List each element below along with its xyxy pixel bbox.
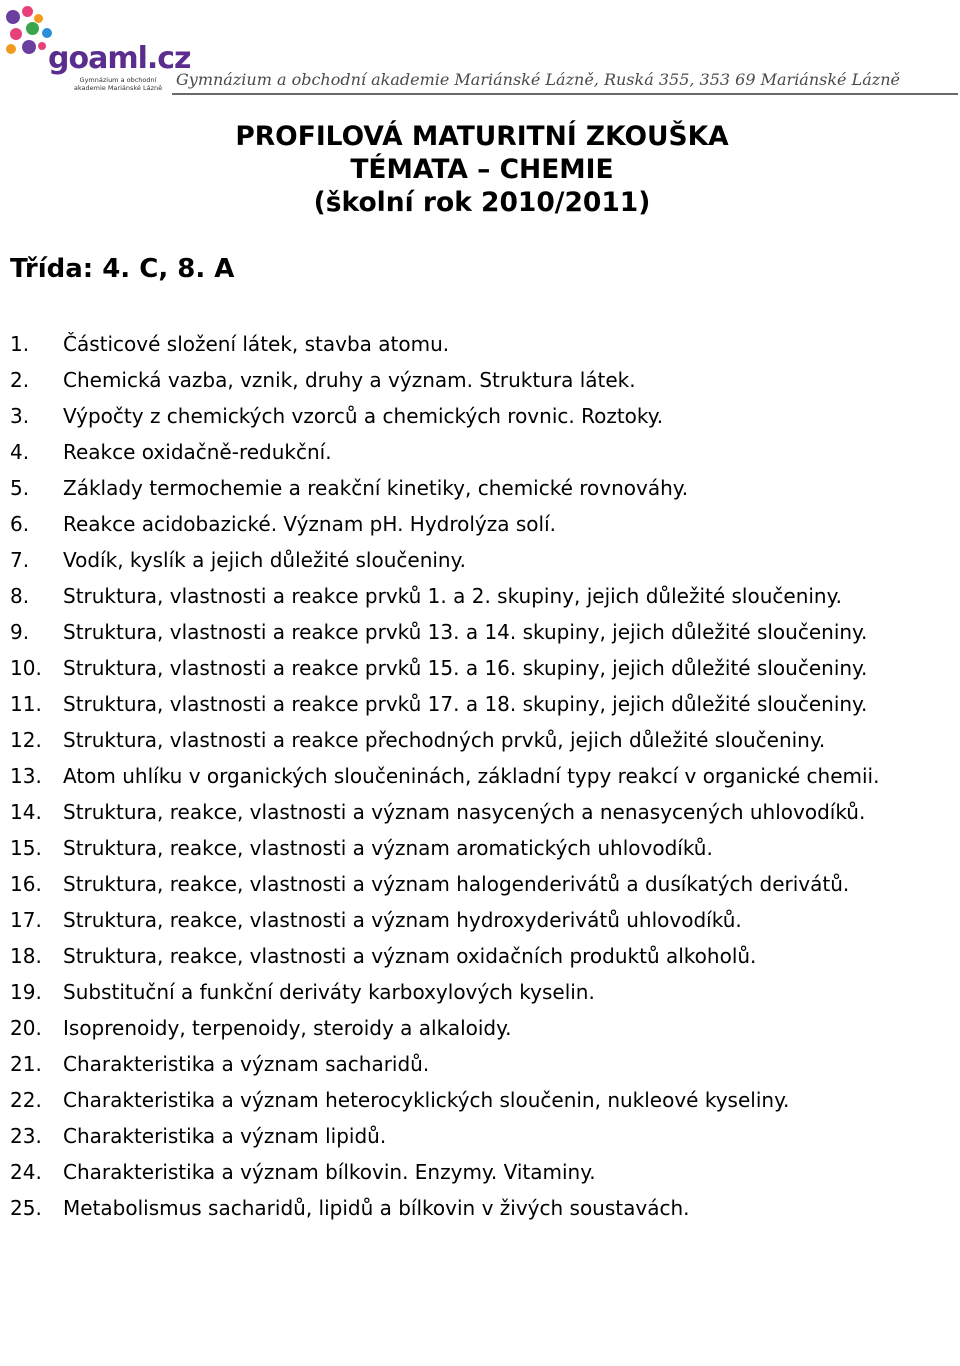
- topic-item: [10, 470, 955, 506]
- topic-item: [10, 434, 955, 470]
- topic-number: 3.: [10, 404, 30, 428]
- topic-item: [10, 1154, 955, 1190]
- topic-text: Atom uhlíku v organických sloučeninách, základní typy reakcí v organické chemii.: [63, 764, 880, 788]
- topic-number: 16.: [10, 872, 42, 896]
- topic-item: [10, 938, 955, 974]
- topic-number: 17.: [10, 908, 42, 932]
- topic-item: [10, 866, 955, 902]
- logo-wordmark: goaml.cz: [48, 41, 191, 76]
- topic-item: [10, 794, 955, 830]
- topic-item: [10, 398, 955, 434]
- topic-list: [10, 326, 955, 1226]
- topic-item: [10, 902, 955, 938]
- topic-item: [10, 758, 955, 794]
- topic-number: 21.: [10, 1052, 42, 1076]
- topic-number: 22.: [10, 1088, 42, 1112]
- topic-number: 11.: [10, 692, 42, 716]
- topic-number: 1.: [10, 332, 30, 356]
- topic-text: Charakteristika a význam lipidů.: [63, 1124, 387, 1148]
- topic-text: Struktura, vlastnosti a reakce prvků 17. a 18. skupiny, jejich důležité sloučeniny.: [63, 692, 868, 716]
- topic-text: Charakteristika a význam bílkovin. Enzymy. Vitaminy.: [63, 1160, 596, 1184]
- topic-item: [10, 1190, 955, 1226]
- topic-text: Struktura, reakce, vlastnosti a význam hydroxyderivátů uhlovodíků.: [63, 908, 742, 932]
- topic-number: 20.: [10, 1016, 42, 1040]
- topic-item: [10, 614, 955, 650]
- topic-text: Struktura, vlastnosti a reakce prvků 13. a 14. skupiny, jejich důležité sloučeniny.: [63, 620, 868, 644]
- topic-item: [10, 362, 955, 398]
- topic-text: Struktura, reakce, vlastnosti a význam oxidačních produktů alkoholů.: [63, 944, 757, 968]
- topic-text: Charakteristika a význam heterocyklických sloučenin, nukleové kyseliny.: [63, 1088, 790, 1112]
- school-logo: [4, 6, 191, 92]
- topic-number: 6.: [10, 512, 30, 536]
- topic-text: Isoprenoidy, terpenoidy, steroidy a alkaloidy.: [63, 1016, 512, 1040]
- topic-item: [10, 326, 955, 362]
- topic-item: [10, 1046, 955, 1082]
- topic-item: [10, 1010, 955, 1046]
- topic-text: Charakteristika a význam sacharidů.: [63, 1052, 430, 1076]
- topic-number: 23.: [10, 1124, 42, 1148]
- topic-item: [10, 578, 955, 614]
- topic-text: Reakce oxidačně-redukční.: [63, 440, 332, 464]
- topic-text: Částicové složení látek, stavba atomu.: [63, 332, 450, 356]
- document-title: PROFILOVÁ MATURITNÍ ZKOUŠKA: [235, 121, 729, 152]
- topic-text: Substituční a funkční deriváty karboxylových kyselin.: [63, 980, 595, 1004]
- topic-item: [10, 830, 955, 866]
- topic-text: Základy termochemie a reakční kinetiky, chemické rovnováhy.: [63, 476, 689, 500]
- topic-number: 8.: [10, 584, 30, 608]
- topic-number: 24.: [10, 1160, 42, 1184]
- topic-text: Výpočty z chemických vzorců a chemických rovnic. Roztoky.: [63, 404, 664, 428]
- topic-number: 15.: [10, 836, 42, 860]
- topic-number: 9.: [10, 620, 30, 644]
- topic-text: Struktura, reakce, vlastnosti a význam aromatických uhlovodíků.: [63, 836, 713, 860]
- topic-number: 5.: [10, 476, 30, 500]
- topic-text: Metabolismus sacharidů, lipidů a bílkovin v živých soustavách.: [63, 1196, 690, 1220]
- topic-number: 18.: [10, 944, 42, 968]
- topic-number: 10.: [10, 656, 42, 680]
- topic-item: [10, 722, 955, 758]
- class-label: Třída: 4. C, 8. A: [10, 254, 235, 284]
- topic-text: Struktura, vlastnosti a reakce prvků 1. a 2. skupiny, jejich důležité sloučeniny.: [63, 584, 842, 608]
- header-divider: [172, 93, 958, 95]
- topic-text: Struktura, vlastnosti a reakce prvků 15. a 16. skupiny, jejich důležité sloučeniny.: [63, 656, 868, 680]
- logo-subtext: Gymnázium a obchodní akademie Mariánské Lázně: [73, 76, 163, 92]
- school-year: (školní rok 2010/2011): [313, 187, 651, 218]
- topic-number: 7.: [10, 548, 30, 572]
- topic-number: 25.: [10, 1196, 42, 1220]
- topic-item: [10, 542, 955, 578]
- topic-text: Struktura, vlastnosti a reakce přechodných prvků, jejich důležité sloučeniny.: [63, 728, 826, 752]
- topic-item: [10, 686, 955, 722]
- topic-number: 19.: [10, 980, 42, 1004]
- topic-text: Vodík, kyslík a jejich důležité sloučeniny.: [63, 548, 466, 572]
- topic-item: [10, 506, 955, 542]
- topic-item: [10, 650, 955, 686]
- topic-text: Chemická vazba, vznik, druhy a význam. Struktura látek.: [63, 368, 636, 392]
- topic-number: 14.: [10, 800, 42, 824]
- topic-number: 13.: [10, 764, 42, 788]
- topic-item: [10, 974, 955, 1010]
- school-address: Gymnázium a obchodní akademie Mariánské Lázně, Ruská 355, 353 69 Mariánské Lázně: [176, 70, 900, 89]
- topic-number: 12.: [10, 728, 42, 752]
- topic-number: 4.: [10, 440, 30, 464]
- document-subtitle: TÉMATA – CHEMIE: [350, 154, 614, 185]
- topic-item: [10, 1082, 955, 1118]
- page-header: [0, 0, 960, 96]
- topic-text: Reakce acidobazické. Význam pH. Hydrolýza solí.: [63, 512, 556, 536]
- topic-text: Struktura, reakce, vlastnosti a význam halogenderivátů a dusíkatých derivátů.: [63, 872, 850, 896]
- topic-number: 2.: [10, 368, 30, 392]
- topic-item: [10, 1118, 955, 1154]
- topic-text: Struktura, reakce, vlastnosti a význam nasycených a nenasycených uhlovodíků.: [63, 800, 866, 824]
